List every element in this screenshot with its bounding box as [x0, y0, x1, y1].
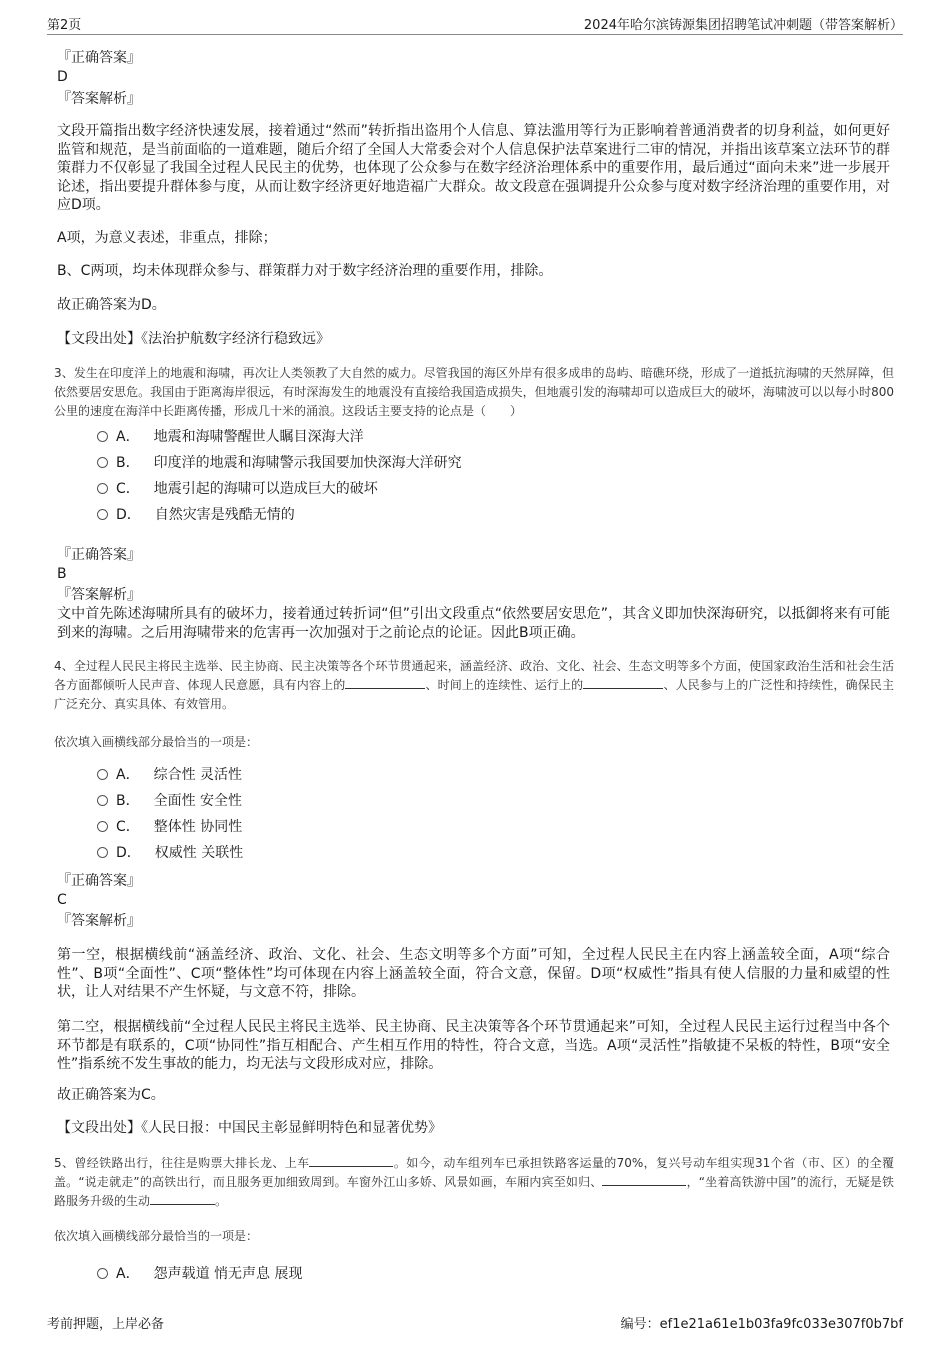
q2-source: [57, 329, 890, 349]
q3-analysis-label: 『答案解析』: [57, 587, 141, 603]
q3-option-b[interactable]: B． 印度洋的地震和海啸警示我国要加快深海大洋研究: [97, 453, 462, 473]
radio-icon[interactable]: [97, 509, 108, 520]
q4-analysis-blank1: 第一空，根据横线前“涵盖经济、政治、文化、社会、生态文明等多个方面”可知，全过程人民民主在内容上涵盖较全面，A项“综合性”、B项“全面性”、C项“整体性”均可体现在内容上涵盖较全面，符合文意，保留。D项“权威性”指具有使人信服的力量和威望的性状，让人对结果不产生怀疑，与文意不符，排除。: [57, 947, 890, 1000]
q2-answer-label: 『正确答案』: [57, 50, 141, 66]
radio-icon[interactable]: [97, 847, 108, 858]
fill-blank: [309, 1155, 393, 1167]
radio-icon[interactable]: [97, 457, 108, 468]
q2-source-label: 【文段出处】: [57, 331, 141, 347]
radio-icon[interactable]: [97, 795, 108, 806]
q3-option-a[interactable]: A． 地震和海啸警醒世人瞩目深海大洋: [97, 427, 364, 447]
q2-conclusion: 故正确答案为D。: [57, 297, 166, 313]
q2-source-title: 《法治护航数字经济行稳致远》: [141, 331, 330, 347]
q5-prompt: 依次填入画横线部分最恰当的一项是：: [54, 1229, 259, 1243]
radio-icon[interactable]: [97, 769, 108, 780]
q5-option-a[interactable]: A． 怨声载道 悄无声息 展现: [97, 1264, 302, 1284]
q3-analysis: 文中首先陈述海啸所具有的破坏力，接着通过转折词“但”引出文段重点“依然要居安思危”，其含义即加快深海研究，以抵御将来有可能到来的海啸。之后用海啸带来的危害再一次加强对于之前论点的论证。因此B项正确。: [57, 606, 890, 641]
fill-blank: [150, 1193, 215, 1205]
footer-slogan: 考前押题，上岸必备: [47, 1317, 165, 1332]
q4-answer: C: [57, 892, 67, 908]
q4-answer-label: 『正确答案』: [57, 873, 141, 889]
q3-option-d[interactable]: D． 自然灾害是残酷无情的: [97, 505, 295, 525]
q4-prompt: 依次填入画横线部分最恰当的一项是：: [54, 735, 259, 749]
q4-option-c[interactable]: C． 整体性 协同性: [97, 817, 242, 837]
radio-icon[interactable]: [97, 431, 108, 442]
page-header: [47, 14, 903, 35]
q4-option-d[interactable]: D． 权威性 关联性: [97, 843, 243, 863]
q2-answer: D: [57, 69, 68, 85]
radio-icon[interactable]: [97, 483, 108, 494]
q2-note-a: A项，为意义表述，非重点，排除；: [57, 230, 277, 246]
document-id: 编号：ef1e21a61e1b03fa9fc033e307f0b7bf: [620, 1317, 903, 1332]
q4-source: [57, 1118, 890, 1138]
q5-stem: 5、曾经铁路出行，往往是购票大排长龙、上车 。如今，动车组列车已承担铁路客运量的70%，复兴号动车组实现31个省（市、区）的全覆盖。“说走就走”的高铁出行，而且服务更加细致周到。车窗外江山多娇、风景如画，车厢内宾至如归、 ，“坐着高铁游中国”的流行，无疑是铁路服务升级的生动 。: [54, 1156, 894, 1208]
q4-conclusion: 故正确答案为C。: [57, 1087, 165, 1103]
fill-blank: [602, 1174, 686, 1186]
fill-blank: [583, 677, 663, 689]
q2-analysis-label: 『答案解析』: [57, 91, 141, 107]
q2-analysis: 文段开篇指出数字经济快速发展，接着通过“然而”转折指出盗用个人信息、算法滥用等行为正影响着普通消费者的切身利益，如何更好监管和规范，是当前面临的一道难题，随后介绍了全国人大常委会对个人信息保护法草案进行二审的情况，并指出该草案立法环节的群策群力不仅彰显了我国全过程人民民主的优势，也体现了公众参与在数字经济治理体系中的重要作用，最后通过“面向未来”进一步展开论述，指出要提升群体参与度，从而让数字经济更好地造福广大群众。故文段意在强调提升公众参与度对数字经济治理的重要作用，对应D项。: [57, 123, 890, 213]
page-number: 第2页: [47, 18, 82, 33]
q4-analysis-label: 『答案解析』: [57, 913, 141, 929]
radio-icon[interactable]: [97, 821, 108, 832]
q4-source-title: 《人民日报：中国民主彰显鲜明特色和显著优势》: [141, 1120, 442, 1136]
document-title: 2024年哈尔滨铸源集团招聘笔试冲刺题（带答案解析）: [583, 18, 903, 33]
q4-option-b[interactable]: B． 全面性 安全性: [97, 791, 242, 811]
q3-stem: 3、发生在印度洋上的地震和海啸，再次让人类领教了大自然的威力。尽管我国的海区外岸有很多成串的岛屿、暗礁环绕，形成了一道抵抗海啸的天然屏障，但依然要居安思危。我国由于距离海岸很远，有时深海发生的地震没有直接给我国造成损失，但地震引发的海啸却可以造成巨大的破坏，海啸波可以以每小时800公里的速度在海洋中长距离传播，形成几十米的涌浪。这段话主要支持的论点是（ ）: [54, 366, 894, 418]
radio-icon[interactable]: [97, 1268, 108, 1279]
fill-blank: [345, 677, 425, 689]
q3-answer-label: 『正确答案』: [57, 547, 141, 563]
q4-source-label: 【文段出处】: [57, 1120, 141, 1136]
q2-note-bc: B、C两项，均未体现群众参与、群策群力对于数字经济治理的重要作用，排除。: [57, 263, 553, 279]
q4-option-a[interactable]: A． 综合性 灵活性: [97, 765, 242, 785]
q4-analysis-blank2: 第二空，根据横线前“全过程人民民主将民主选举、民主协商、民主决策等各个环节贯通起来”可知，全过程人民民主运行过程当中各个环节都是有联系的，C项“协同性”指互相配合、产生相互作用的特性，符合文意，当选。A项“灵活性”指敏捷不呆板的特性，B项“安全性”指系统不发生事故的能力，均无法与文段形成对应，排除。: [57, 1019, 890, 1072]
q3-answer: B: [57, 566, 67, 582]
q4-stem: 4、全过程人民民主将民主选举、民主协商、民主决策等各个环节贯通起来，涵盖经济、政治、文化、社会、生态文明等多个方面，使国家政治生活和社会生活各方面都倾听人民声音、体现人民意愿，具有内容上的 、时间上的连续性、运行上的 、人民参与上的广泛性和持续性，确保民主广泛充分、真实具体、有效管用。: [54, 659, 894, 711]
q3-option-c[interactable]: C． 地震引起的海啸可以造成巨大的破坏: [97, 479, 378, 499]
